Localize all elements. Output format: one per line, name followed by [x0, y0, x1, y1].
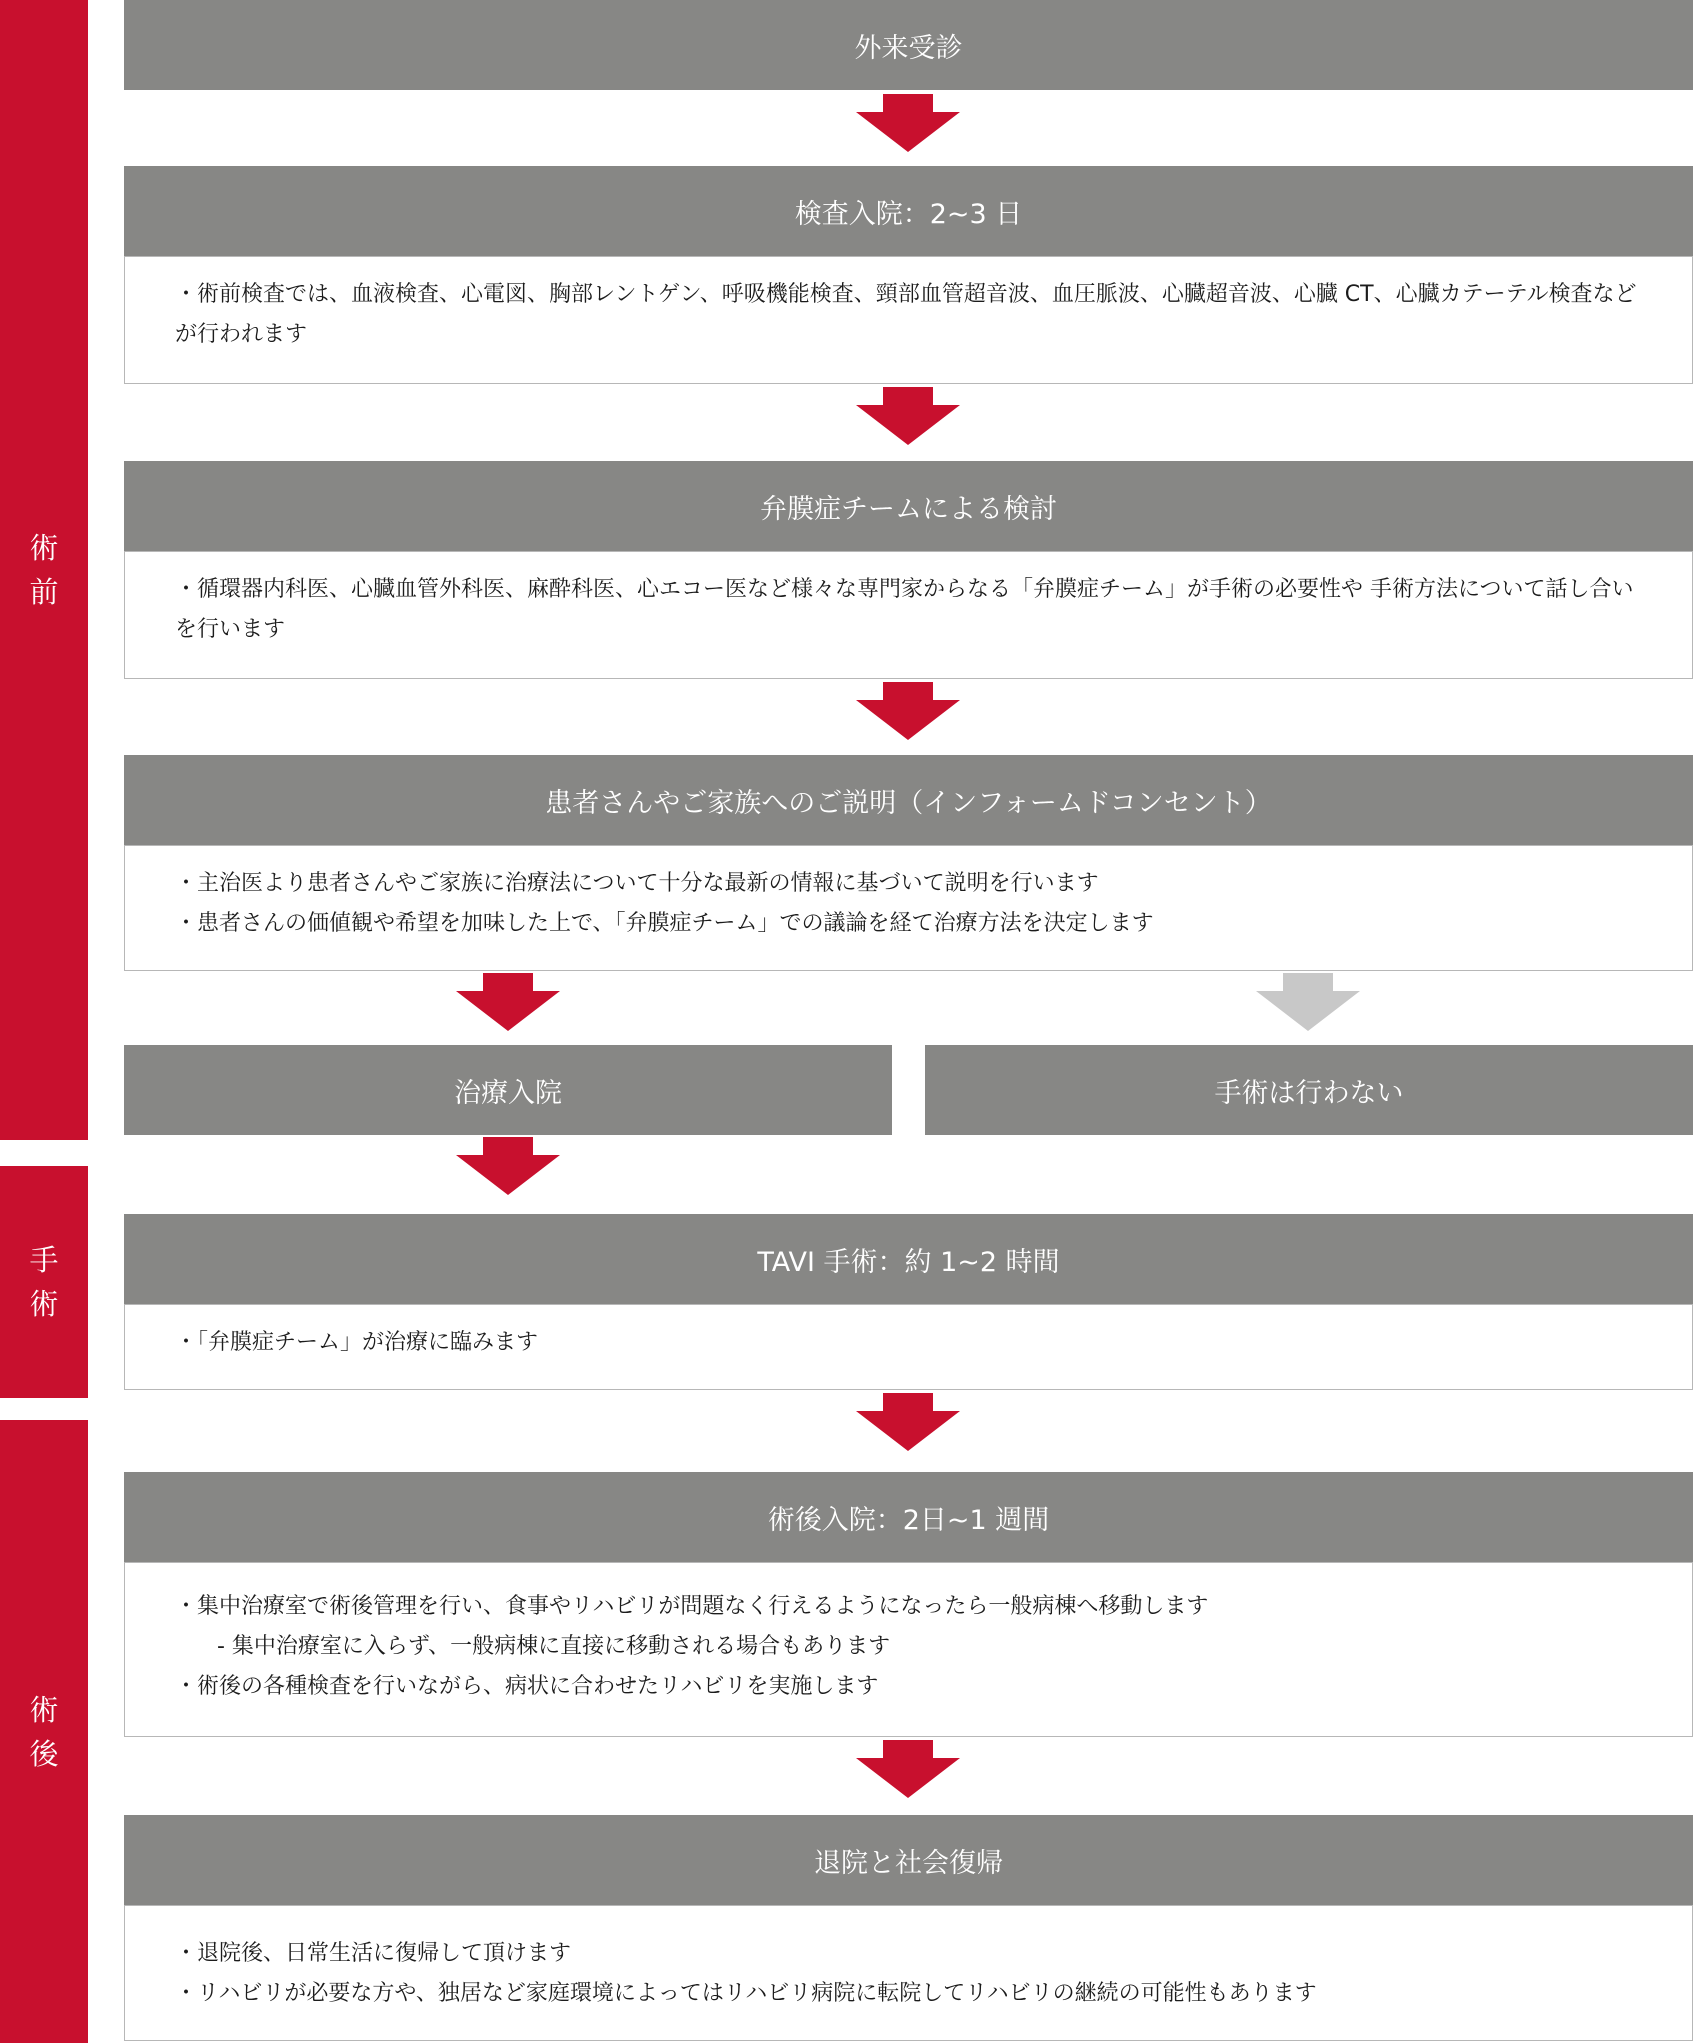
team-review-line: ・循環器内科医、心臓血管外科医、麻酔科医、心エコー医など様々な専門家からなる「弁膜症チーム」が手術の必要性や 手術方法について話し合いを行います [175, 577, 1634, 642]
arrow-down-icon [856, 94, 960, 152]
consent-header: 患者さんやご家族へのご説明（インフォームドコンセント） [124, 755, 1693, 845]
tavi-body [124, 1304, 1693, 1390]
phase-surgery [0, 1166, 88, 1398]
post-op-line: ・術後の各種検査を行いながら、病状に合わせたリハビリを実施します [175, 1674, 879, 1699]
discharge-body [124, 1905, 1693, 2041]
team-review-body [124, 551, 1693, 679]
discharge-line: ・リハビリが必要な方や、独居など家庭環境によってはリハビリ病院に転院してリハビリの継続の可能性もあります [175, 1981, 1317, 2006]
discharge-header: 退院と社会復帰 [124, 1815, 1693, 1905]
consent-line: ・主治医より患者さんやご家族に治療法について十分な最新の情報に基づいて説明を行います [175, 871, 1099, 896]
arrow-down-icon [456, 1137, 560, 1195]
arrow-down-inactive-icon [1256, 973, 1360, 1031]
outpatient-header: 外来受診 [124, 0, 1693, 90]
arrow-down-icon [456, 973, 560, 1031]
phase-label-preop: 術前 [29, 531, 59, 609]
arrow-down-icon [856, 1740, 960, 1798]
consent-body [124, 845, 1693, 971]
exam-line: ・術前検査では、血液検査、心電図、胸部レントゲン、呼吸機能検査、頸部血管超音波、血圧脈波、心臓超音波、心臓 CT、心臓カテーテル検査などが行われます [175, 282, 1637, 347]
consent-line: ・患者さんの価値観や希望を加味した上で、「弁膜症チーム」での議論を経て治療方法を決定します [175, 911, 1154, 936]
admission-box: 治療入院 [124, 1045, 892, 1135]
post-op-body [124, 1562, 1693, 1737]
tavi-header: TAVI 手術：約 1~2 時間 [124, 1214, 1693, 1304]
phase-postop [0, 1420, 88, 2043]
phase-preop [0, 0, 88, 1140]
tavi-line: ・「弁膜症チーム」が治療に臨みます [175, 1330, 539, 1355]
exam-header: 検査入院：2~3 日 [124, 166, 1693, 256]
discharge-line: ・退院後、日常生活に復帰して頂けます [175, 1941, 572, 1966]
exam-body [124, 256, 1693, 384]
team-review-header: 弁膜症チームによる検討 [124, 461, 1693, 551]
arrow-down-icon [856, 1393, 960, 1451]
post-op-line: ・集中治療室で術後管理を行い、食事やリハビリが問題なく行えるようになったら一般病棟へ移動します [175, 1594, 1209, 1619]
phase-label-surgery: 手術 [29, 1243, 59, 1321]
arrow-down-icon [856, 682, 960, 740]
post-op-subline: - 集中治療室に入らず、一般病棟に直接に移動される場合もあります [217, 1634, 891, 1659]
arrow-down-icon [856, 387, 960, 445]
phase-label-postop: 術後 [29, 1692, 59, 1771]
no-surgery-box: 手術は行わない [925, 1045, 1693, 1135]
post-op-header: 術後入院：2日~1 週間 [124, 1472, 1693, 1562]
